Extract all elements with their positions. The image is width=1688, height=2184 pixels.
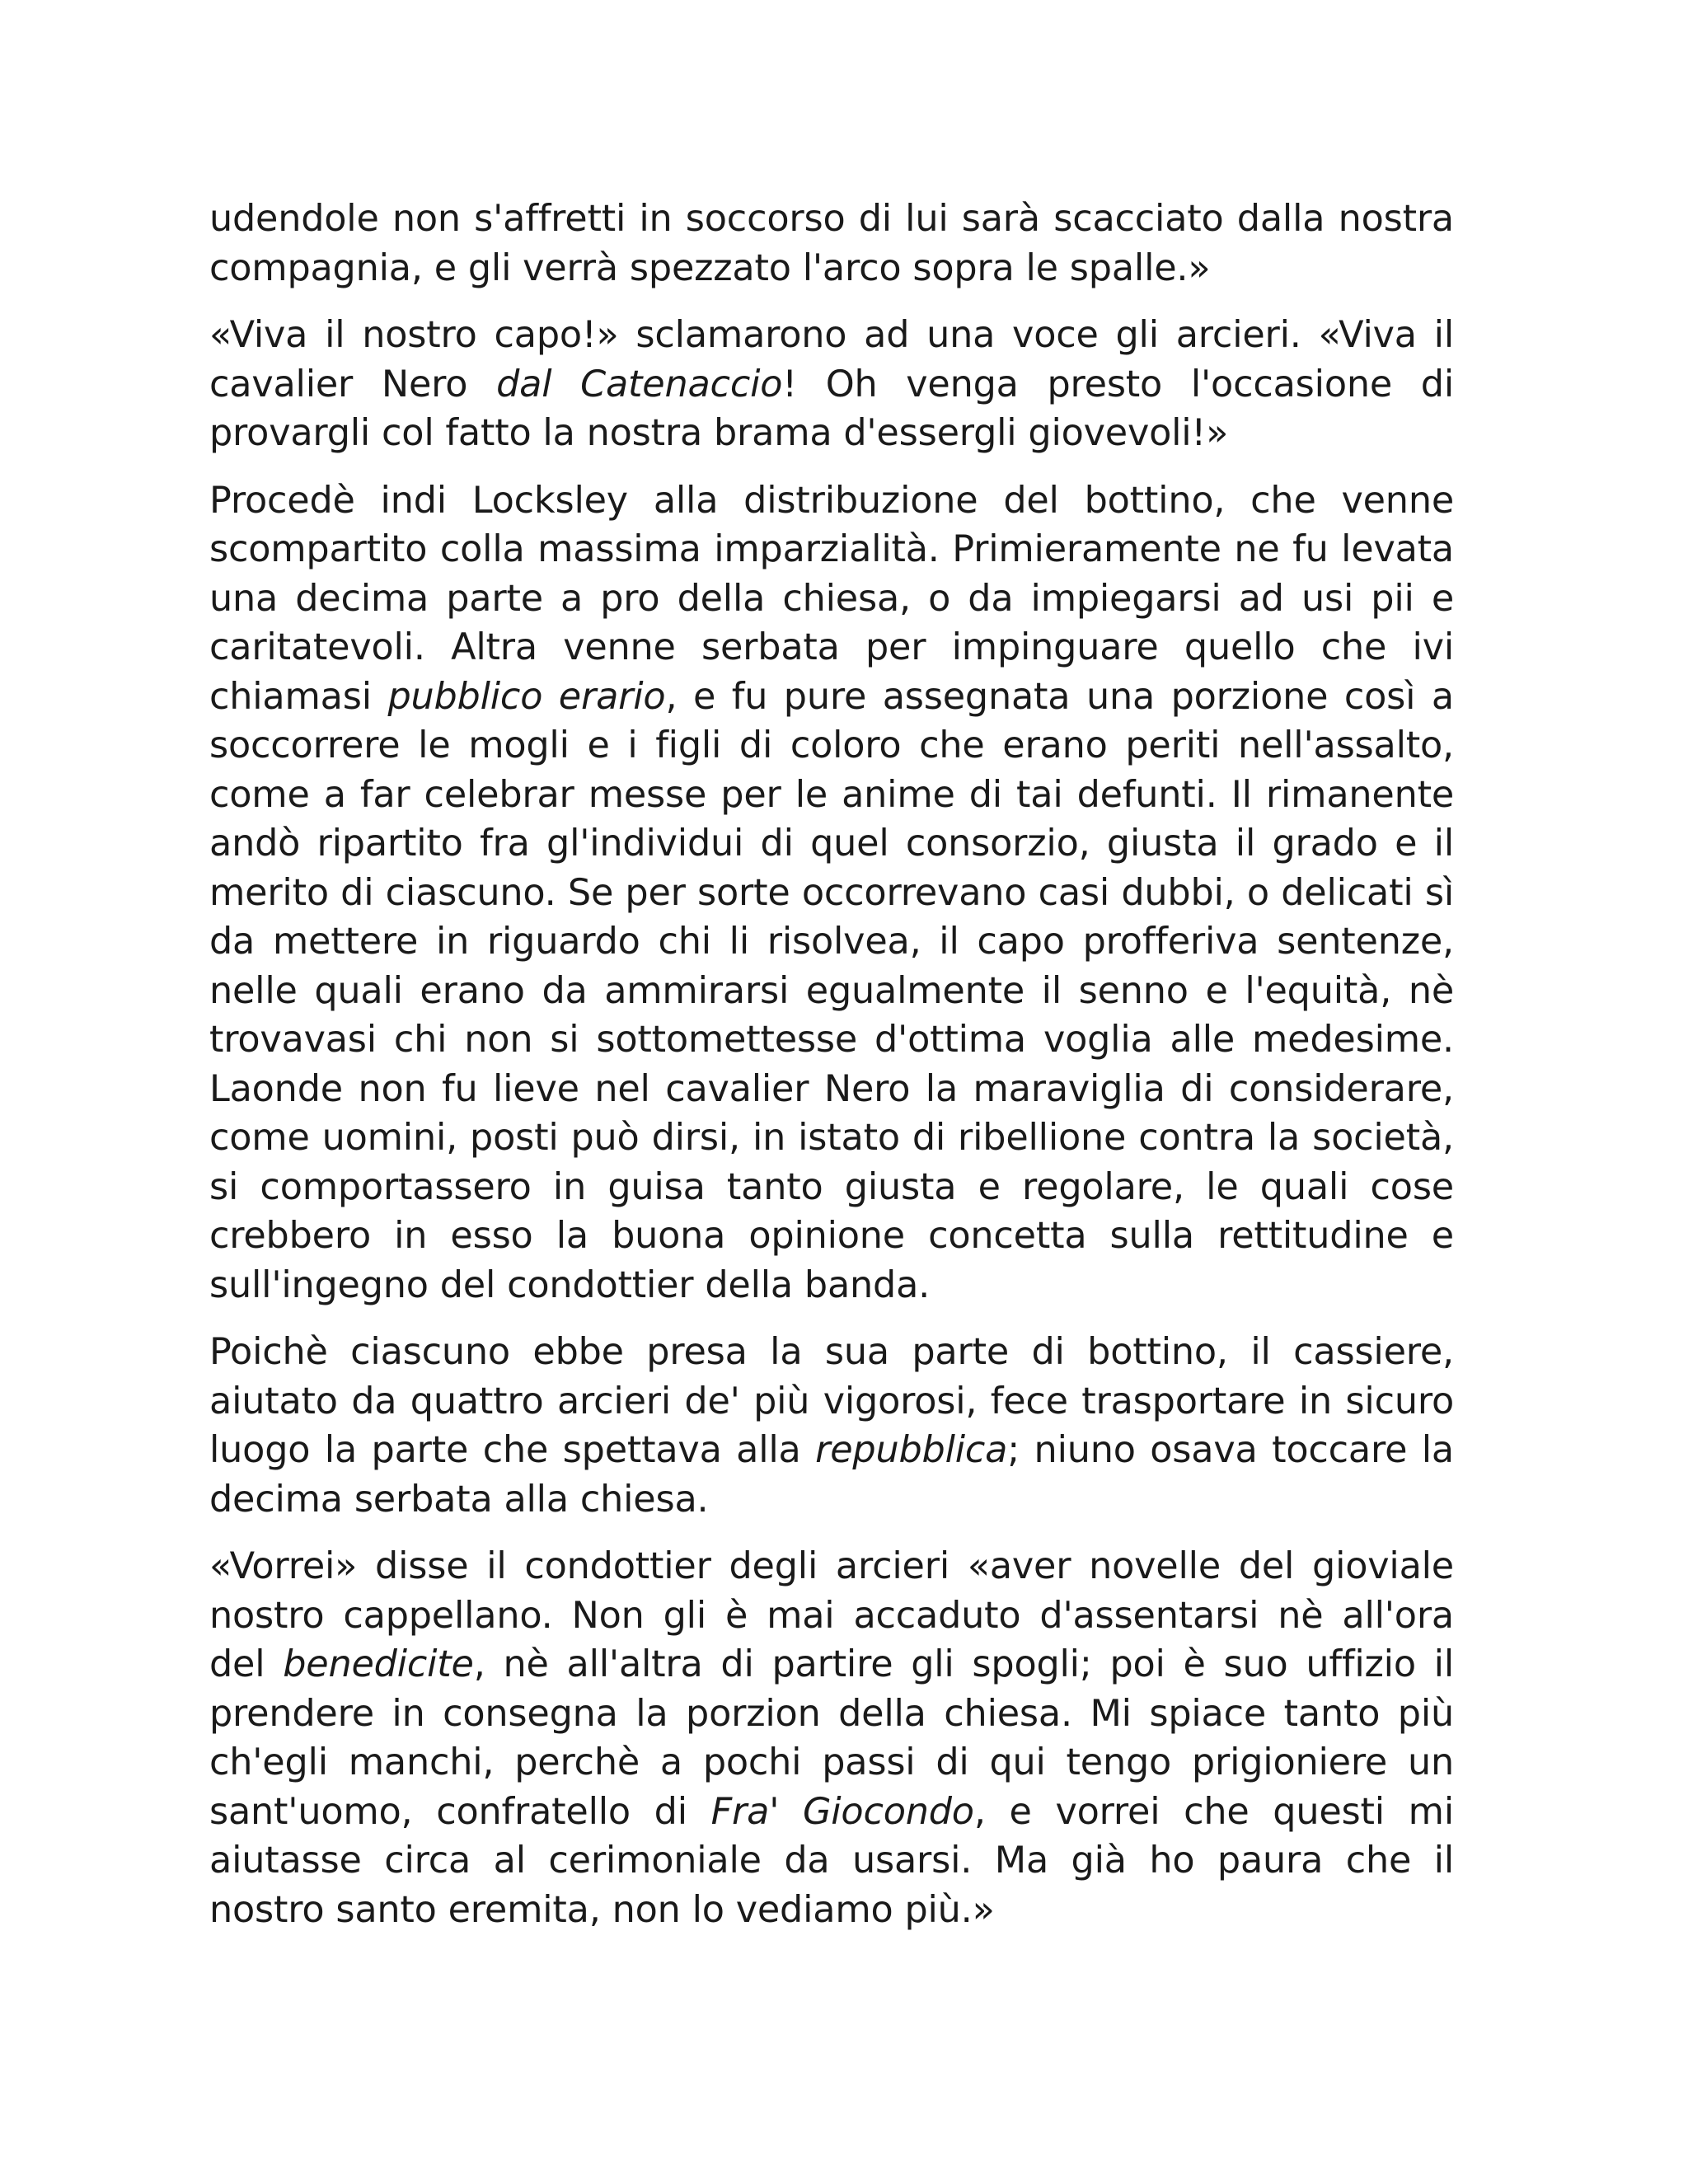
paragraph-text: udendole non s'affretti in soccorso di lui sarà scacciato dalla nostra compagnia, e gli verrà spezzato l'arco sopra le spalle.» [209, 198, 1454, 289]
paragraph-4 [209, 1328, 1454, 1524]
paragraph-text: Procedè indi Locksley alla distribuzione del bottino, che venne scompartito colla massima imparzialità. Primieramente ne fu levata una decima parte a pro della chiesa, o da impiegarsi ad usi pii e caritatevoli. Altra venne serbata per impinguare quello che ivi chiamasi [209, 479, 1454, 718]
paragraph-text: , nè all'altra di partire gli spogli; poi è suo uffizio il prendere in consegna la porzion della chiesa. Mi spiace tanto più ch'egli manchi, perchè a pochi passi di qui tengo prigioniere un sant'uomo, confratello di [209, 1643, 1455, 1833]
italic-text: Fra' Giocondo [710, 1790, 974, 1833]
italic-text: dal Catenaccio [496, 363, 783, 405]
document-page [209, 194, 1454, 1952]
paragraph-5 [209, 1542, 1454, 1934]
paragraph-2 [209, 311, 1454, 458]
paragraph-3 [209, 476, 1454, 1310]
italic-text: pubblico erario [387, 675, 666, 718]
paragraph-text: «Viva il nostro capo!» sclamarono ad una voce gli arcieri. «Viva il cavalier Nero [209, 314, 1454, 405]
paragraph-text: , e vorrei che questi mi aiutasse circa al cerimoniale da usarsi. Ma già ho paura che il nostro santo eremita, non lo vediamo più.» [209, 1790, 1454, 1931]
italic-text: repubblica [815, 1429, 1008, 1471]
italic-text: benedicite [283, 1643, 474, 1685]
paragraph-1 [209, 194, 1454, 293]
paragraph-text: «Vorrei» disse il condottier degli arcieri «aver novelle del gioviale nostro cappellano. Non gli è mai accaduto d'assentarsi nè all'ora del [209, 1545, 1454, 1685]
paragraph-text: ; niuno osava toccare la decima serbata alla chiesa. [209, 1429, 1455, 1521]
paragraph-text: ! Oh venga presto l'occasione di provargli col fatto la nostra brama d'essergli giovevoli!» [209, 363, 1454, 454]
paragraph-text: Poichè ciascuno ebbe presa la sua parte di bottino, il cassiere, aiutato da quattro arcieri de' più vigorosi, fece trasportare in sicuro luogo la parte che spettava alla [209, 1331, 1454, 1471]
paragraph-text: , e fu pure assegnata una porzione così a soccorrere le mogli e i figli di coloro che erano periti nell'assalto, come a far celebrar messe per le anime di tai defunti. Il rimanente andò ripartito fra gl'individui di quel consorzio, giusta il grado e il merito di ciascuno. Se per sorte occorrevano casi dubbi, o delicati sì da mettere in riguardo chi li risolvea, il capo profferiva sentenze, nelle quali erano da ammirarsi egualmente il senno e l'equità, nè trovavasi chi non si sottomettesse d'ottima voglia alle medesime. Laonde non fu lieve nel cavalier Nero la maraviglia di considerare, come uomini, posti può dirsi, in istato di ribellione contra la società, si comportassero in guisa tanto giusta e regolare, le quali cose crebbero in esso la buona opinione concetta sulla rettitudine e sull'ingegno del condottier della banda. [209, 675, 1454, 1306]
